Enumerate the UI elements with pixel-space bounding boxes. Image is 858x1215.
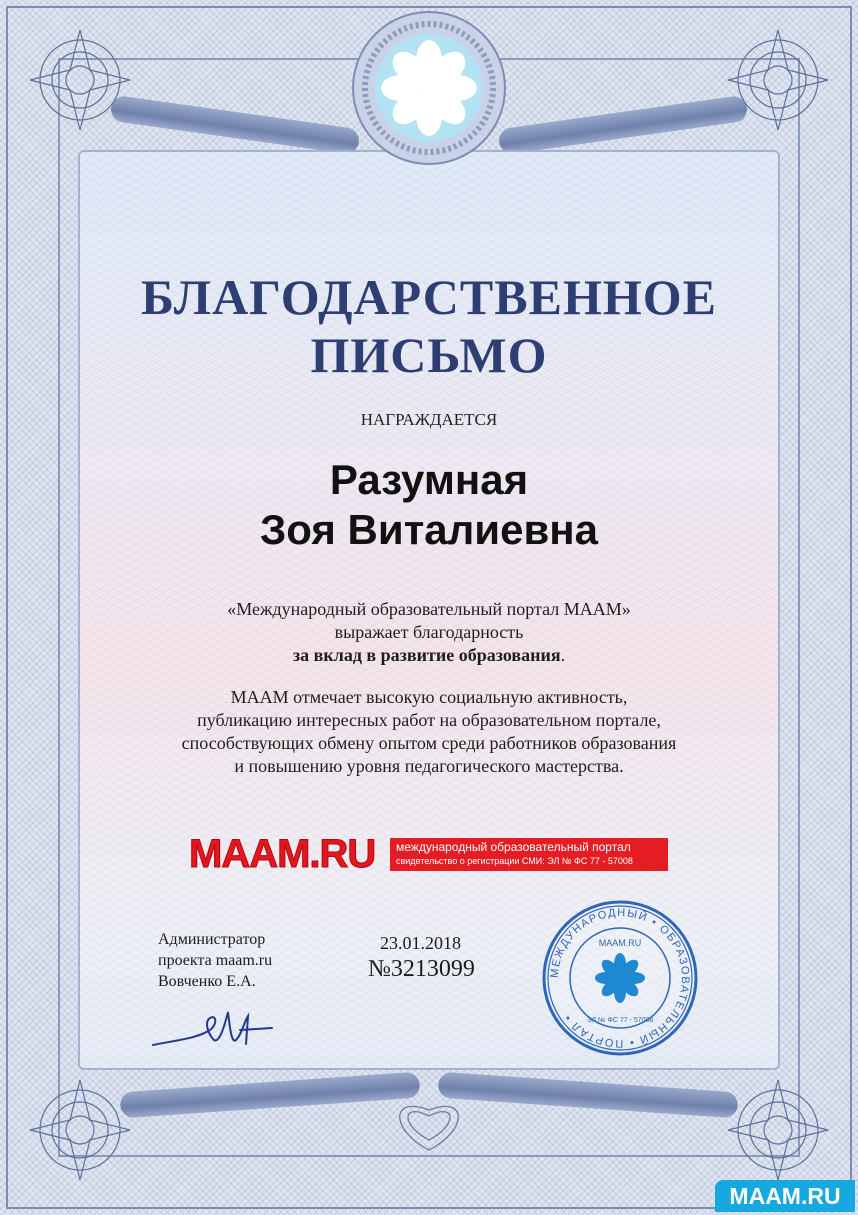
corner-ornament-top-right <box>718 20 838 140</box>
admin-project: проекта maam.ru <box>158 952 273 969</box>
stamp-registration-text: ЭЛ № ФС 77 - 57008 <box>586 1017 654 1024</box>
activity-line-3: способствующих обмену опытом среди работников образования <box>181 733 677 753</box>
gratitude-period: . <box>560 645 566 665</box>
signature-icon <box>148 1000 278 1060</box>
logo-wordmark: MAAM.RU <box>189 832 376 876</box>
corner-ornament-top-left <box>20 20 140 140</box>
gratitude-paragraph <box>0 598 858 667</box>
logo-strip-title: международный образовательный портал <box>396 840 631 854</box>
gratitude-reason: за вклад в развитие образования <box>292 645 561 665</box>
stamp-inner-text: MAAM.RU <box>598 938 642 948</box>
title-line-2: ПИСЬМО <box>310 327 548 383</box>
gratitude-line-3 <box>0 644 858 667</box>
document-number: №3213099 <box>368 956 475 982</box>
corner-ornament-bottom-right <box>718 1070 838 1190</box>
top-medallion <box>349 8 509 168</box>
activity-line-1: МААМ отмечает высокую социальную активность, <box>230 687 628 707</box>
awarded-label: НАГРАЖДАЕТСЯ <box>360 410 498 429</box>
logo-strip-registration: свидетельство о регистрации СМИ: ЭЛ № ФС 77 - 57008 <box>396 856 633 866</box>
recipient-surname: Разумная <box>329 456 529 503</box>
logo-strip <box>390 838 668 871</box>
activity-paragraph <box>0 686 858 778</box>
gratitude-line-2: выражает благодарность <box>334 622 524 642</box>
recipient-name: Зоя Виталиевна <box>259 506 599 553</box>
corner-ornament-bottom-left <box>20 1070 140 1190</box>
activity-line-4: и повышению уровня педагогического мастерства. <box>234 756 624 776</box>
title-line-1: БЛАГОДАРСТВЕННОЕ <box>141 269 717 325</box>
activity-line-2: публикацию интересных работ на образовательном портале, <box>197 710 661 730</box>
footer-badge[interactable]: MAAM.RU <box>715 1180 855 1212</box>
maam-logo <box>189 834 669 876</box>
stamp <box>540 898 700 1058</box>
bottom-center-ornament <box>380 1080 478 1160</box>
issue-date: 23.01.2018 <box>380 933 461 953</box>
gratitude-line-1: «Международный образовательный портал МААМ» <box>227 599 631 619</box>
stamp-ring-text: МЕЖДУНАРОДНЫЙ • ОБРАЗОВАТЕЛЬНЫЙ • ПОРТАЛ • <box>548 906 692 1050</box>
admin-name: Вовченко Е.А. <box>158 973 256 990</box>
admin-title: Администратор <box>158 931 266 948</box>
